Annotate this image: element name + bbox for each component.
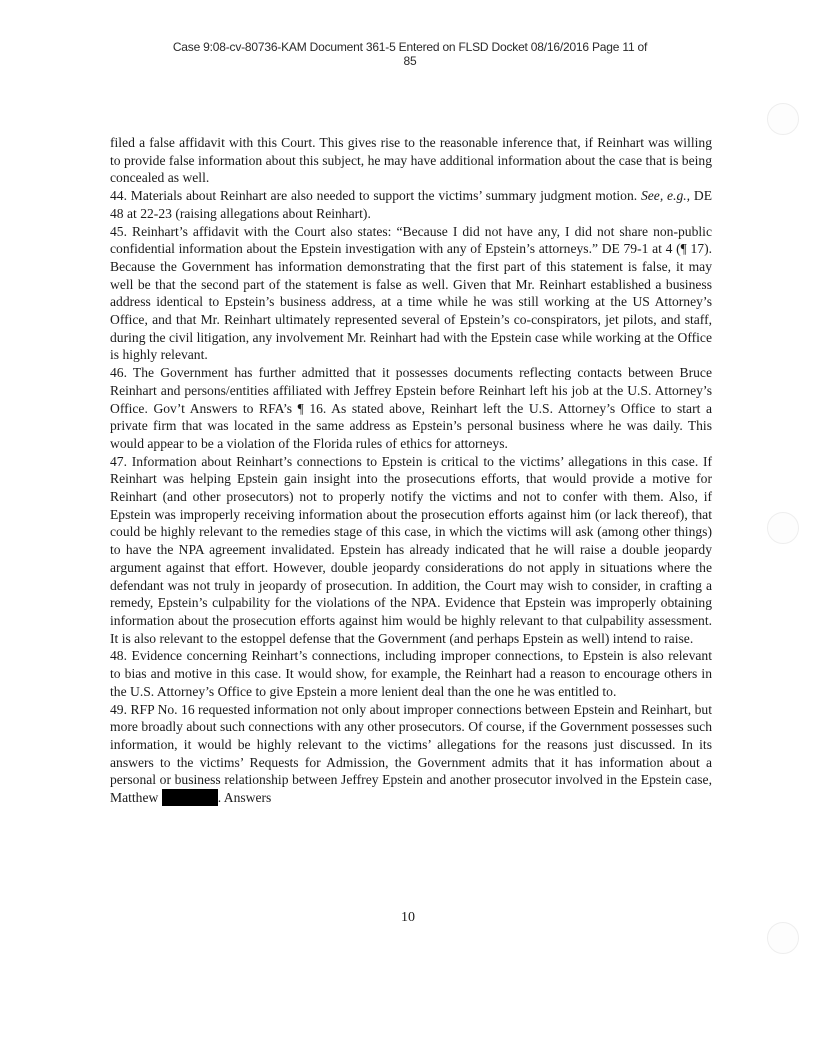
redaction-block xyxy=(162,789,218,806)
punch-hole-mark xyxy=(767,512,799,544)
document-body xyxy=(110,134,712,807)
paragraph-44-citation: DE 48 at 22-23 (raising allegations about Reinhart). xyxy=(110,188,713,221)
case-header-line-2: 85 xyxy=(403,54,417,68)
case-header xyxy=(60,40,760,68)
page-number: 10 xyxy=(401,910,415,925)
paragraph-46: 46. The Government has further admitted that it possesses documents reflecting contacts between Bruce Reinhart and persons/entities affiliated with Jeffrey Epstein before Reinhart left his job at the U.S. Attorney’s Office. Gov’t Answers to RFA’s ¶ 16. As stated above, Reinhart left the U.S. Attorney’s Office to start a private firm that was located in the same address as Epstein’s personal business where he was daily. This would appear to be a violation of the Florida rules of ethics for attorneys. xyxy=(110,365,712,451)
paragraph-49-text: 49. RFP No. 16 requested information not only about improper connections between Epstein and Reinhart, but more broadly about such connections with any other prosecutors. Of course, if the Government possesses such information, it would be highly relevant to the victims’ allegations for the reasons just discussed. In its answers to the victims’ Requests for Admission, the Government admits that it has information about a personal or business relationship between Jeffrey Epstein and another prosecutor involved in the Epstein case, Matthew xyxy=(110,701,712,806)
paragraph-44 xyxy=(110,187,712,222)
paragraph-49 xyxy=(110,701,712,807)
paragraph-45: 45. Reinhart’s affidavit with the Court also states: “Because I did not have any, I did not share non-public confidential information about the Epstein investigation with any of Epstein’s attorneys.” DE 79-1 at 4 (¶ 17). Because the Government has information demonstrating that the first part of this statement is false, it may well be that the second part of the statement is false as well. Given that Mr. Reinhart established a business address identical to Epstein’s business address, at a time while he was still working at the US Attorney’s Office, and that Mr. Reinhart ultimately represented several of Epstein’s co-conspirators, jet pilots, and staff, during the civil litigation, any involvement Mr. Reinhart had with the Epstein case while working at the Office is highly relevant. xyxy=(110,223,712,363)
punch-hole-mark xyxy=(767,922,799,954)
paragraph-47: 47. Information about Reinhart’s connections to Epstein is critical to the victims’ allegations in this case. If Reinhart was helping Epstein gain insight into the prosecutions efforts, that would provide a motive for Reinhart (and other prosecutors) not to properly notify the victims and not to confer with them. Also, if Epstein was improperly receiving information about the prosecution efforts against him (or lack thereof), that could be highly relevant to the remedies stage of this case, in which the victims will ask (among other things) to have the NPA agreement invalidated. Epstein has already indicated that he will raise a double jeopardy argument against that effort. However, double jeopardy considerations do not apply in situations where the defendant was not truly in jeopardy of prosecution. In addition, the Court may wish to consider, in crafting a remedy, Epstein’s culpability for the violations of the NPA. Evidence that Epstein was improperly obtaining information about the prosecution efforts against him would be highly relevant to that culpability assessment. It is also relevant to the estoppel defense that the Government (and perhaps Epstein as well) intend to raise. xyxy=(110,453,712,646)
paragraph-44-text: 44. Materials about Reinhart are also needed to support the victims’ summary judgment motion. xyxy=(110,188,638,204)
punch-hole-mark xyxy=(767,103,799,135)
paragraph-49-tail: . Answers xyxy=(217,790,272,806)
case-header-line-1: Case 9:08-cv-80736-KAM Document 361-5 Entered on FLSD Docket 08/16/2016 Page 11 of xyxy=(172,40,648,54)
see-eg-citation-signal: See, e.g., xyxy=(640,188,691,204)
paragraph-48: 48. Evidence concerning Reinhart’s connections, including improper connections, to Epstein is also relevant to bias and motive in this case. It would show, for example, the Reinhart had a reason to encourage others in the U.S. Attorney’s Office to give Epstein a more lenient deal than the one he was entitled to. xyxy=(110,648,712,699)
paragraph-continuation: filed a false affidavit with this Court. This gives rise to the reasonable inference that, if Reinhart was willing to provide false information about this subject, he may have additional information about the case that is being concealed as well. xyxy=(110,135,712,186)
